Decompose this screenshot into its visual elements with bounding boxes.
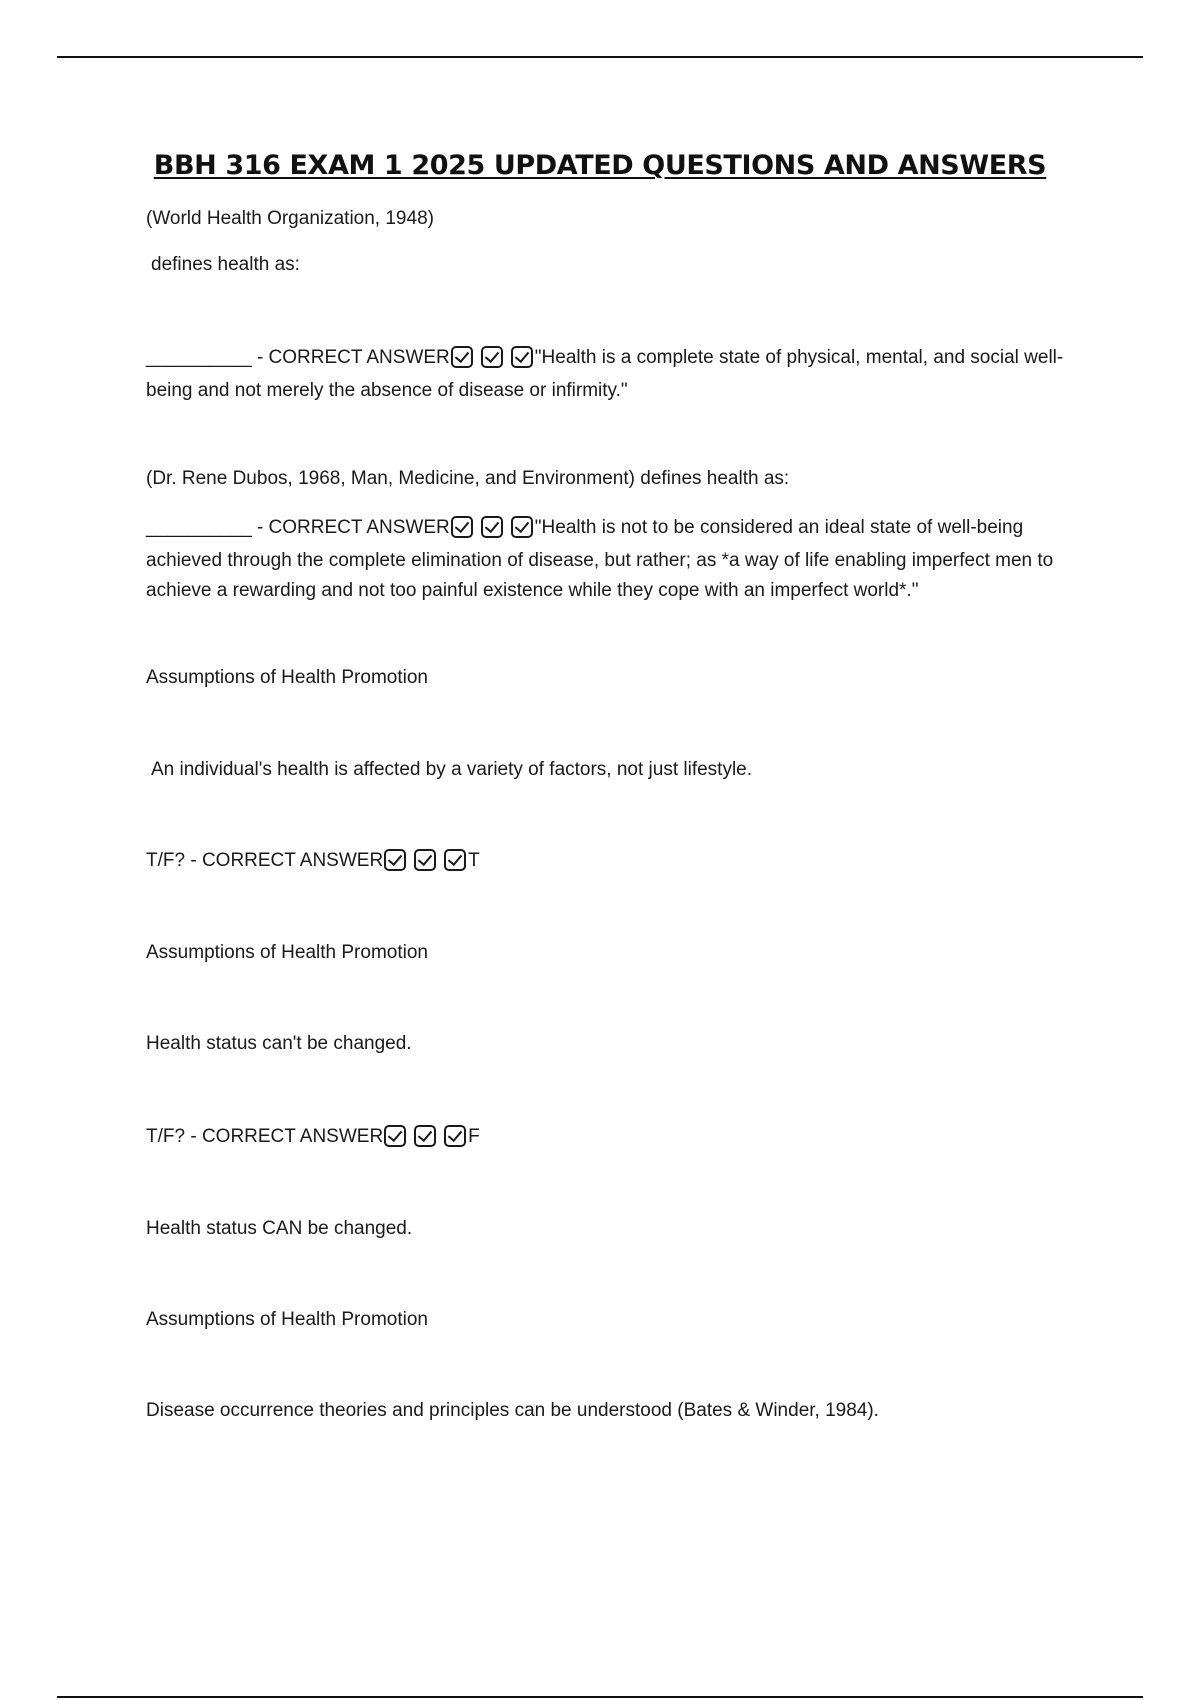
checkbox-checked-icon [481, 516, 503, 538]
tf-answer-2: F [468, 1126, 480, 1147]
correct-markers-3 [384, 849, 467, 879]
who-defines: defines health as: [151, 254, 300, 275]
checkbox-checked-icon [444, 1125, 466, 1147]
explanation-2: Health status CAN be changed. [146, 1218, 413, 1239]
tf-block-2 [146, 1122, 1076, 1155]
checkbox-checked-icon [451, 516, 473, 538]
who-source: (World Health Organization, 1948) [146, 208, 434, 229]
document-title: BBH 316 EXAM 1 2025 UPDATED QUESTIONS AND ANSWERS [153, 150, 1047, 181]
answer-text-1: "Health is a complete state of physical, mental, and social well-being and not merely the absence of disease or infirmity." [146, 347, 1064, 401]
dubos-source: (Dr. Rene Dubos, 1968, Man, Medicine, and Environment) defines health as: [146, 468, 790, 489]
assumptions-heading-3: Assumptions of Health Promotion [146, 1309, 428, 1330]
question-blank-2: __________ - CORRECT ANSWER [146, 517, 450, 538]
tf-answer-1: T [468, 850, 480, 871]
answer-block-1 [146, 343, 1076, 406]
checkbox-checked-icon [444, 849, 466, 871]
statement-3: Disease occurrence theories and principles can be understood (Bates & Winder, 1984). [146, 1400, 879, 1421]
checkbox-checked-icon [384, 1125, 406, 1147]
answer-block-2 [146, 513, 1076, 606]
checkbox-checked-icon [511, 346, 533, 368]
answer-text-2: "Health is not to be considered an ideal state of well-being achieved through the complete elimination of disease, but rather; as *a way of life enabling imperfect men to achieve a rewarding and not too painful existence while they cope with an imperfect world*." [146, 517, 1054, 601]
checkbox-checked-icon [451, 346, 473, 368]
statement-2: Health status can't be changed. [146, 1033, 412, 1054]
bottom-rule [57, 1696, 1143, 1698]
question-blank-1: __________ - CORRECT ANSWER [146, 347, 450, 368]
top-rule [57, 56, 1143, 58]
checkbox-checked-icon [414, 1125, 436, 1147]
statement-1: An individual's health is affected by a variety of factors, not just lifestyle. [151, 759, 753, 780]
checkbox-checked-icon [414, 849, 436, 871]
tf-prompt-2: T/F? - CORRECT ANSWER [146, 1126, 384, 1147]
tf-block-1 [146, 846, 1076, 879]
correct-markers-4 [384, 1125, 467, 1155]
assumptions-heading-1: Assumptions of Health Promotion [146, 667, 428, 688]
checkbox-checked-icon [481, 346, 503, 368]
correct-markers-1 [451, 346, 534, 376]
assumptions-heading-2: Assumptions of Health Promotion [146, 942, 428, 963]
tf-prompt-1: T/F? - CORRECT ANSWER [146, 850, 384, 871]
checkbox-checked-icon [384, 849, 406, 871]
checkbox-checked-icon [511, 516, 533, 538]
correct-markers-2 [451, 516, 534, 546]
